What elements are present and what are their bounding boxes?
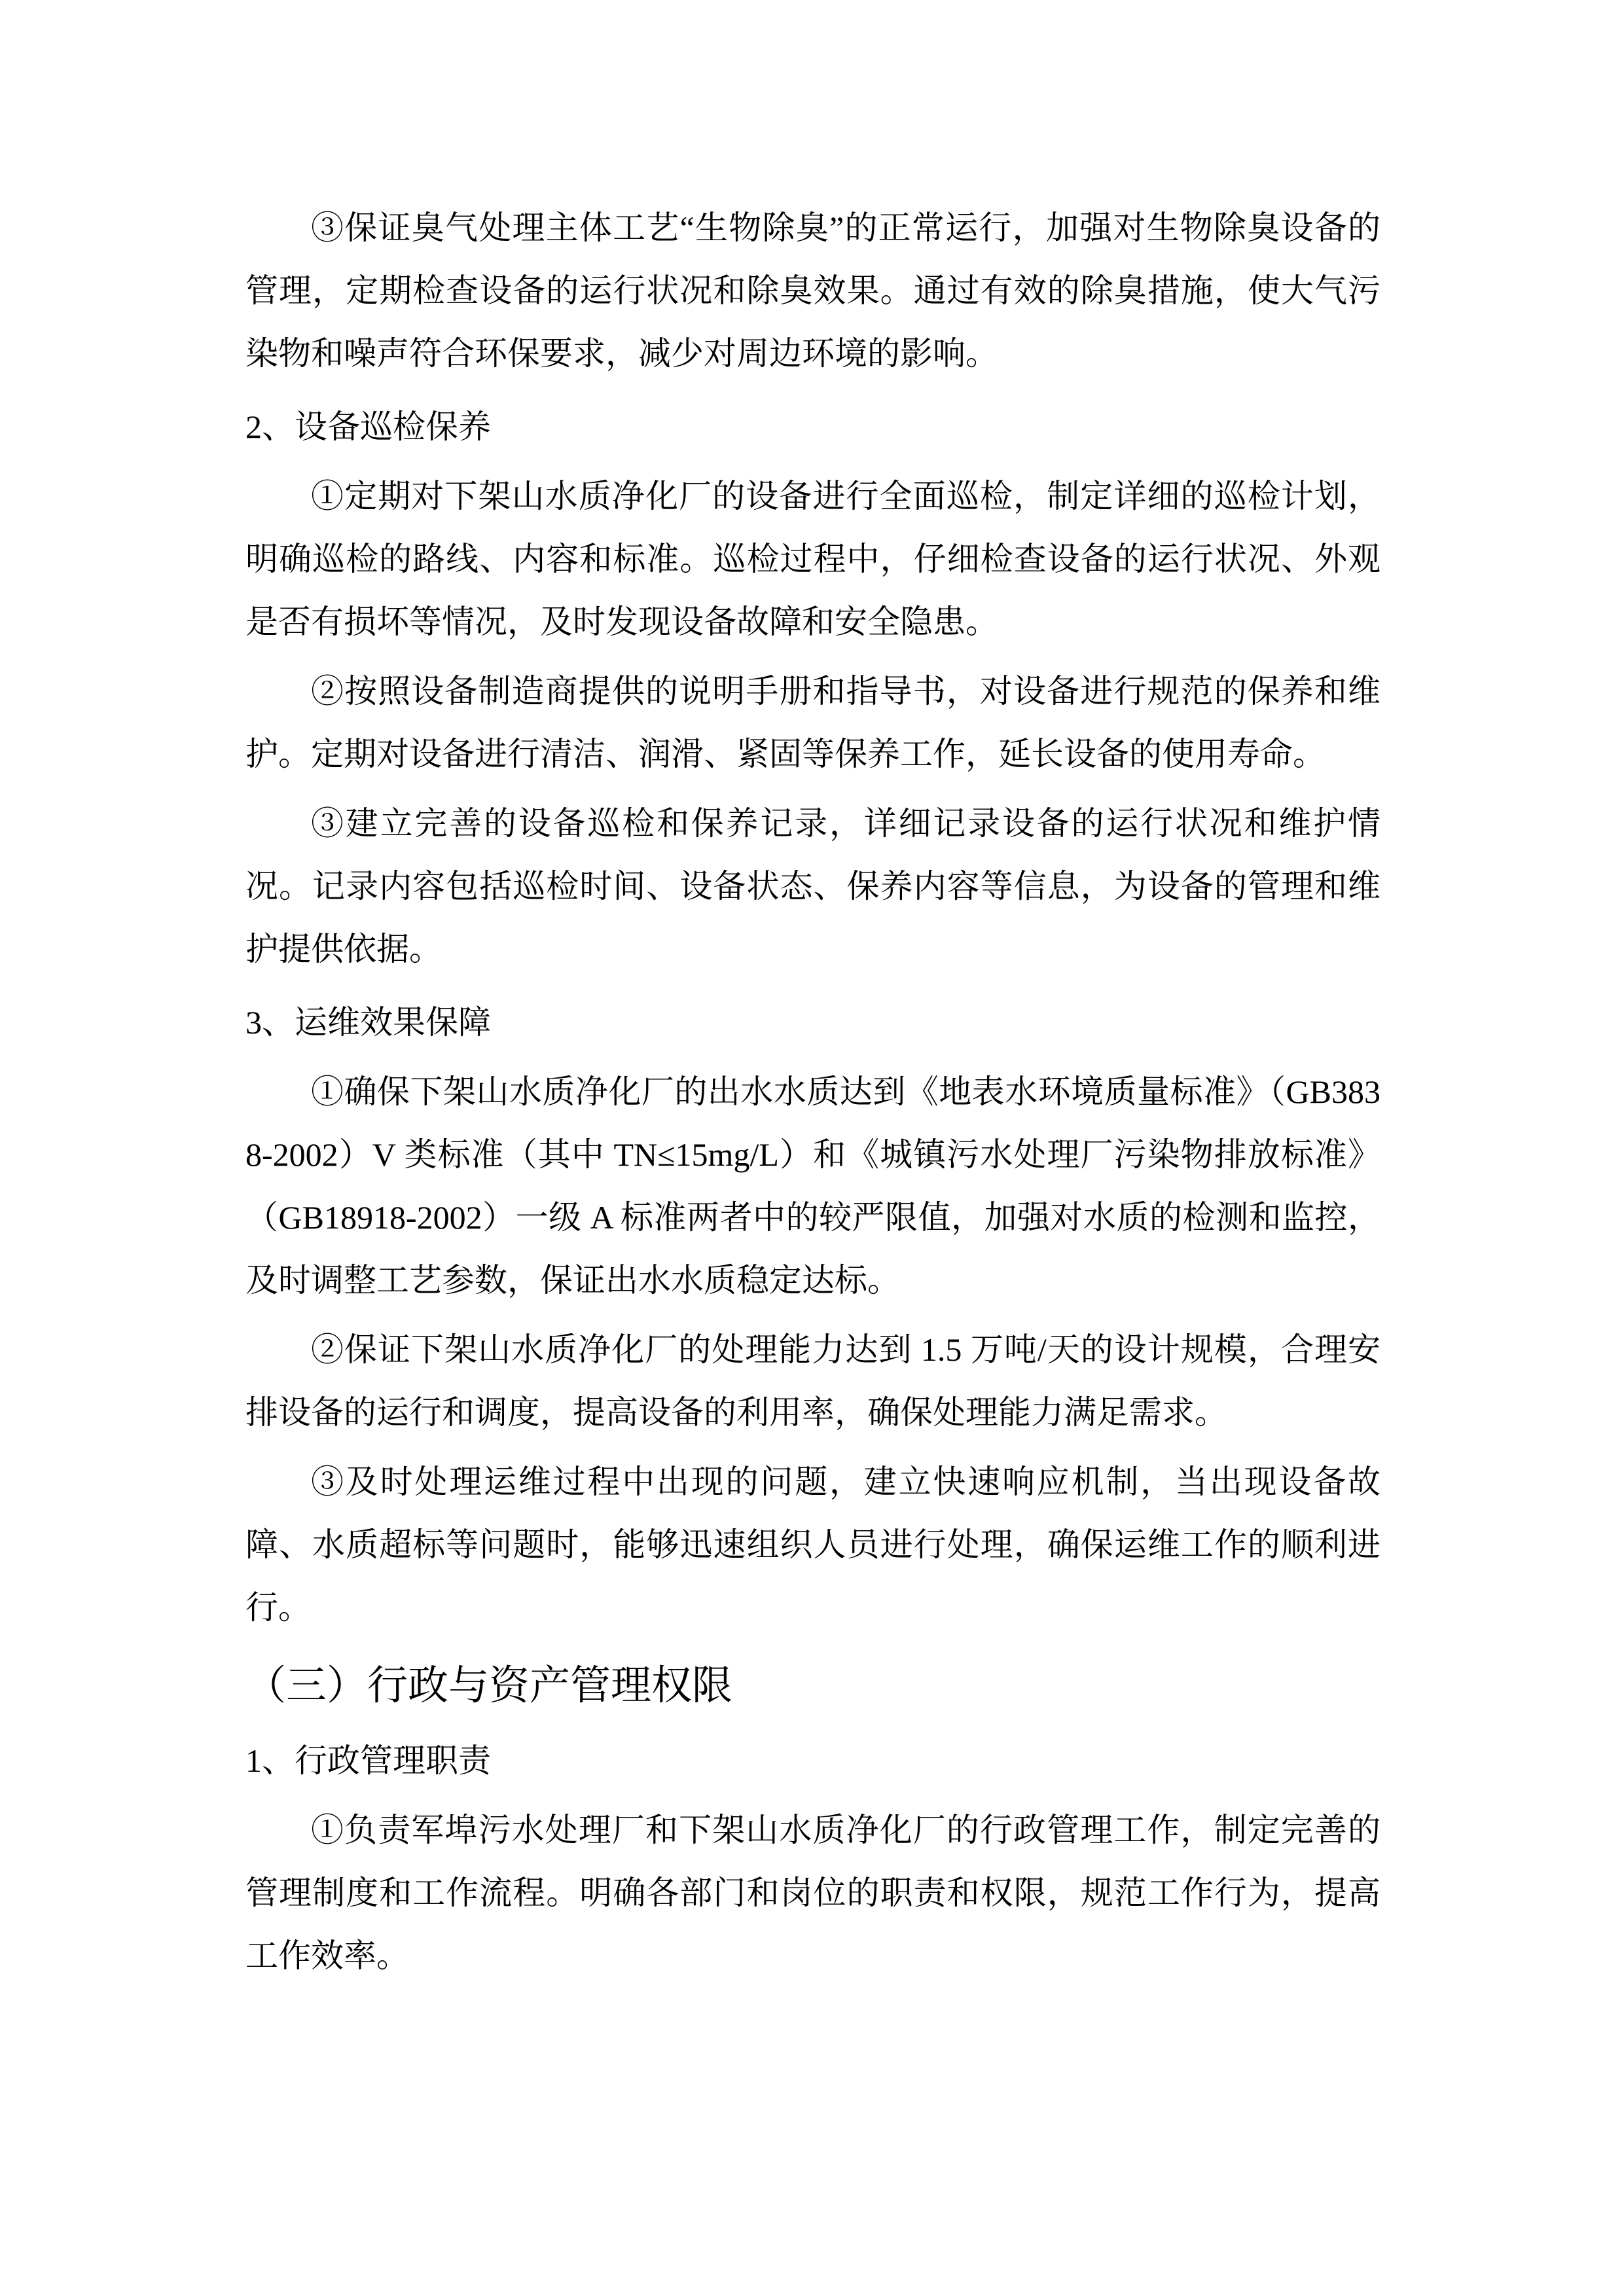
- paragraph-manufacturer-maintenance: ②按照设备制造商提供的说明手册和指导书，对设备进行规范的保养和维护。定期对设备进行清洁、润滑、紧固等保养工作，延长设备的使用寿命。: [245, 673, 1380, 772]
- paragraph-effluent-quality-standard: ①确保下架山水质净化厂的出水水质达到《地表水环境质量标准》（GB3838-2002）V 类标准（其中 TN≤15mg/L）和《城镇污水处理厂污染物排放标准》（GB18918-2002）一级 A 标准两者中的较严限值，加强对水质的检测和监控，及时调整工艺参数，保证出水水质稳定达标。: [245, 1073, 1380, 1299]
- paragraph-odor-treatment: ③保证臭气处理主体工艺“生物除臭”的正常运行，加强对生物除臭设备的管理，定期检查设备的运行状况和除臭效果。通过有效的除臭措施，使大气污染物和噪声符合环保要求，减少对周边环境的影响。: [245, 209, 1380, 372]
- heading-equipment-inspection-maintenance: 2、设备巡检保养: [245, 408, 491, 445]
- paragraph-regular-inspection-plan: ①定期对下架山水质净化厂的设备进行全面巡检，制定详细的巡检计划，明确巡检的路线、内容和标准。巡检过程中，仔细检查设备的运行状况、外观是否有损坏等情况，及时发现设备故障和安全隐患。: [245, 478, 1380, 640]
- heading-admin-asset-management-authority: （三）行政与资产管理权限: [245, 1664, 733, 1708]
- paragraph-inspection-records: ③建立完善的设备巡检和保养记录，详细记录设备的运行状况和维护情况。记录内容包括巡检时间、设备状态、保养内容等信息，为设备的管理和维护提供依据。: [245, 805, 1380, 967]
- heading-operation-effect-guarantee: 3、运维效果保障: [245, 1004, 491, 1041]
- paragraph-admin-management-work: ①负责军埠污水处理厂和下架山水质净化厂的行政管理工作，制定完善的管理制度和工作流程。明确各部门和岗位的职责和权限，规范工作行为，提高工作效率。: [245, 1812, 1380, 1974]
- paragraph-rapid-response-mechanism: ③及时处理运维过程中出现的问题，建立快速响应机制，当出现设备故障、水质超标等问题时，能够迅速组织人员进行处理，确保运维工作的顺利进行。: [245, 1463, 1380, 1626]
- paragraph-treatment-capacity: ②保证下架山水质净化厂的处理能力达到 1.5 万吨/天的设计规模，合理安排设备的运行和调度，提高设备的利用率，确保处理能力满足需求。: [245, 1331, 1380, 1431]
- heading-admin-management-responsibility: 1、行政管理职责: [245, 1742, 491, 1779]
